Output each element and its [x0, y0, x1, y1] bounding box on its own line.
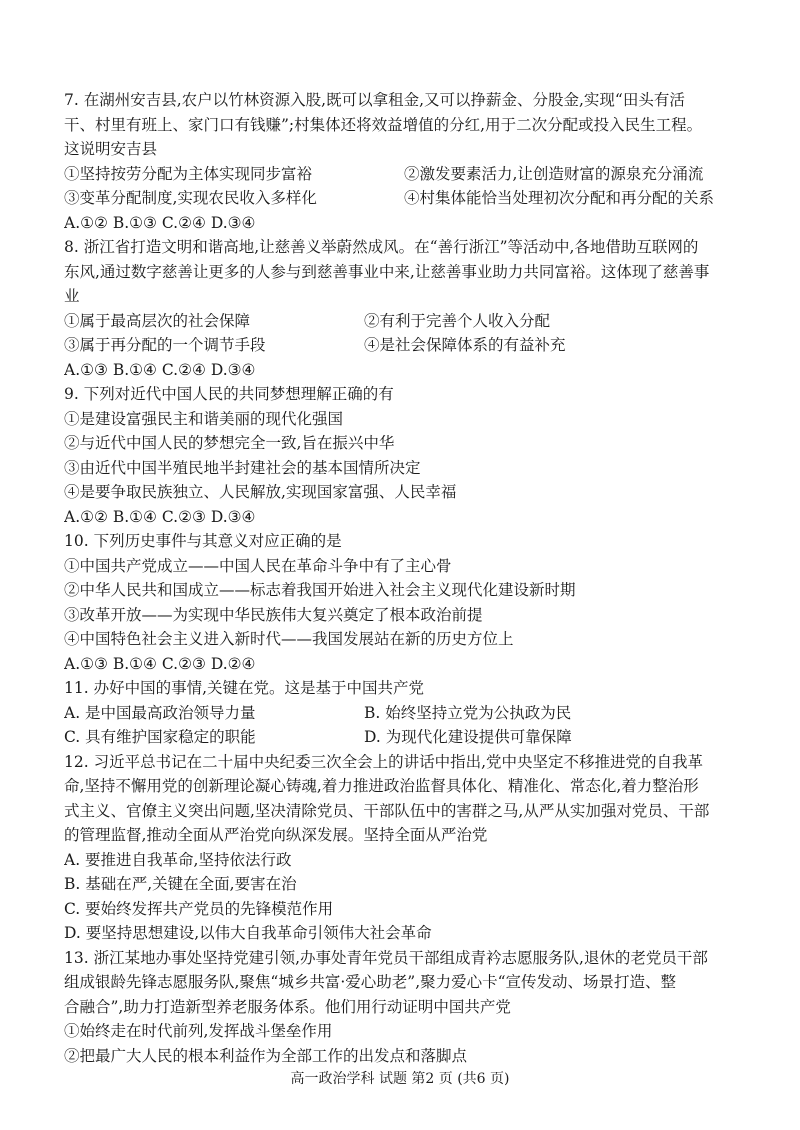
option-4: ④是要争取民族独立、人民解放,实现国家富强、人民幸福	[64, 483, 457, 501]
question-9-stem: 9. 下列对近代中国人民的共同梦想理解正确的有	[64, 385, 394, 403]
option-3: ③改革开放——为实现中华民族伟大复兴奠定了根本政治前提	[64, 605, 483, 624]
question-13-stem-line: 组成银龄先锋志愿服务队,聚焦“城乡共富·爱心助老”,聚力爱心卡“宣传发动、场景打造、整	[64, 973, 677, 991]
question-10-answers: A.①③ B.①④ C.②③ D.②④	[64, 654, 256, 673]
question-13-stem-line: 合融合”,助力打造新型养老服务体系。他们用行动证明中国共产党	[64, 997, 511, 1016]
option-d: D. 要坚持思想建设,以伟大自我革命引领伟大社会革命	[64, 924, 432, 942]
option-2: ②激发要素活力,让创造财富的源泉充分涌流	[404, 164, 704, 183]
question-8-stem-line: 东风,通过数字慈善让更多的人参与到慈善事业中来,让慈善事业助力共同富裕。这体现了慈善事	[64, 262, 710, 281]
option-2: ②与近代中国人民的梦想完全一致,旨在振兴中华	[64, 434, 395, 452]
question-13-stem-line: 13. 浙江某地办事处坚持党建引领,办事处青年党员干部组成青衿志愿服务队,退休的老党员干部	[64, 948, 708, 967]
page-footer: 高一政治学科 试题 第2 页 (共6 页)	[290, 1071, 510, 1087]
question-11-options-row	[64, 701, 744, 726]
question-7-stem-line: 7. 在湖州安吉县,农户以竹林资源入股,既可以拿租金,又可以挣薪金、分股金,实现“田头有活	[64, 91, 685, 109]
question-8-stem-line: 业	[64, 287, 80, 305]
option-4: ④是社会保障体系的有益补充	[364, 336, 566, 354]
question-10	[64, 529, 744, 676]
question-8-stem-line: 8. 浙江省打造文明和谐高地,让慈善义举蔚然成风。在“善行浙江”等活动中,各地借助互联网的	[64, 238, 699, 256]
question-8-options-row	[64, 309, 744, 334]
option-4: ④村集体能恰当处理初次分配和再分配的关系	[404, 189, 715, 207]
question-7-stem-line: 干、村里有班上、家门口有钱赚”;村集体还将效益增值的分红,用于二次分配或投入民生工程。	[64, 115, 703, 134]
question-11-stem: 11. 办好中国的事情,关键在党。这是基于中国共产党	[64, 679, 425, 697]
option-4: ④中国特色社会主义进入新时代——我国发展站在新的历史方位上	[64, 630, 514, 648]
option-2: ②把最广大人民的根本利益作为全部工作的出发点和落脚点	[64, 1046, 468, 1065]
option-1: ①中国共产党成立——中国人民在革命斗争中有了主心骨	[64, 556, 452, 575]
question-12-stem-line: 12. 习近平总书记在二十届中央纪委三次全会上的讲话中指出,党中央坚定不移推进党的自我革	[64, 752, 704, 771]
question-12-stem-line: 式主义、官僚主义突出问题,坚决清除党员、干部队伍中的害群之马,从严从实加强对党员、干部	[64, 801, 710, 820]
question-12-stem-line: 命,坚持不懈用党的创新理论凝心铸魂,着力推进政治监督具体化、精准化、常态化,着力整治形	[64, 777, 699, 795]
option-b: B. 基础在严,关键在全面,要害在治	[64, 875, 297, 893]
option-1: ①是建设富强民主和谐美丽的现代化强国	[64, 409, 344, 428]
option-d: D. 为现代化建设提供可靠保障	[364, 728, 572, 746]
option-3: ③变革分配制度,实现农民收入多样化	[64, 189, 317, 207]
option-3: ③由近代中国半殖民地半封建社会的基本国情所决定	[64, 458, 421, 477]
option-c: C. 具有维护国家稳定的职能	[64, 728, 256, 746]
question-7	[64, 88, 744, 235]
option-a: A. 要推进自我革命,坚持依法行政	[64, 850, 292, 869]
option-1: ①始终走在时代前列,发挥战斗堡垒作用	[64, 1022, 333, 1040]
exam-page	[64, 88, 744, 1068]
option-1: ①属于最高层次的社会保障	[64, 311, 251, 330]
question-12-stem-line: 的管理监督,推动全面从严治党向纵深发展。坚持全面从严治党	[64, 826, 488, 844]
option-a: A. 是中国最高政治领导力量	[64, 703, 256, 722]
question-9	[64, 382, 744, 529]
option-c: C. 要始终发挥共产党员的先锋模范作用	[64, 899, 334, 918]
question-11	[64, 676, 744, 750]
question-7-answers: A.①② B.①③ C.②④ D.③④	[64, 213, 256, 232]
question-11-options-row	[64, 725, 744, 750]
question-10-stem: 10. 下列历史事件与其意义对应正确的是	[64, 532, 342, 550]
question-9-answers: A.①② B.①④ C.②③ D.③④	[64, 507, 256, 526]
question-8-options-row	[64, 333, 744, 358]
question-8-answers: A.①③ B.①④ C.②④ D.③④	[64, 360, 256, 379]
question-12	[64, 750, 744, 946]
question-8	[64, 235, 744, 382]
question-7-options-row	[64, 162, 744, 187]
option-1: ①坚持按劳分配为主体实现同步富裕	[64, 164, 313, 183]
question-7-options-row	[64, 186, 744, 211]
option-3: ③属于再分配的一个调节手段	[64, 336, 266, 354]
question-7-stem-line: 这说明安吉县	[64, 140, 158, 158]
question-13	[64, 946, 744, 1069]
option-2: ②有利于完善个人收入分配	[364, 311, 551, 330]
option-2: ②中华人民共和国成立——标志着我国开始进入社会主义现代化建设新时期	[64, 581, 576, 599]
option-b: B. 始终坚持立党为公执政为民	[364, 703, 572, 722]
